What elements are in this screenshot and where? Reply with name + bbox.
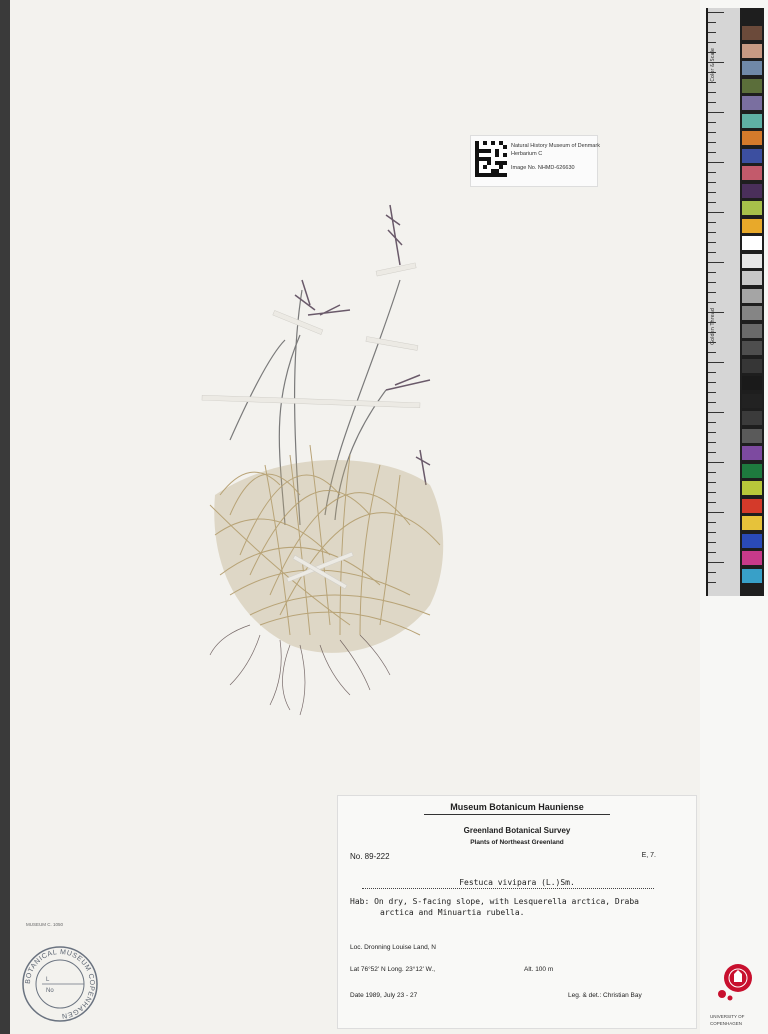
color-swatch bbox=[742, 359, 762, 373]
color-swatch bbox=[742, 534, 762, 548]
ruler-tick bbox=[708, 402, 716, 403]
coordinates: Lat 76°52' N Long. 23°12' W., bbox=[350, 966, 436, 973]
ruler-tick bbox=[708, 582, 716, 583]
botanical-museum-stamp-icon bbox=[20, 944, 100, 1024]
collector: Leg. & det.: Christian Bay bbox=[568, 992, 642, 999]
color-swatch bbox=[742, 219, 762, 233]
color-swatch bbox=[742, 271, 762, 285]
ruler-tick bbox=[708, 22, 716, 23]
ruler-tick bbox=[708, 282, 716, 283]
ruler-tick bbox=[708, 12, 724, 13]
ruler-tick bbox=[708, 452, 716, 453]
ruler-tick bbox=[708, 522, 716, 523]
ruler-tick bbox=[708, 492, 716, 493]
color-swatch bbox=[742, 61, 762, 75]
color-swatch bbox=[742, 429, 762, 443]
color-swatch bbox=[742, 411, 762, 425]
museum-title: Museum Botanicum Hauniense bbox=[450, 802, 584, 812]
color-swatch bbox=[742, 394, 762, 408]
ruler-tick bbox=[708, 252, 716, 253]
color-swatch bbox=[742, 44, 762, 58]
ruler-tick bbox=[708, 482, 716, 483]
ruler-tick bbox=[708, 382, 716, 383]
color-swatch bbox=[742, 516, 762, 530]
color-swatch bbox=[742, 324, 762, 338]
ruler-tick bbox=[708, 32, 716, 33]
ruler-tick bbox=[708, 272, 716, 273]
ruler-tick bbox=[708, 142, 716, 143]
ruler-tick bbox=[708, 532, 716, 533]
ruler-tick bbox=[708, 512, 724, 513]
ruler-tick bbox=[708, 112, 724, 113]
museum-mark: MUSEUM C. 1050 bbox=[26, 922, 64, 927]
ruler-scale bbox=[708, 8, 740, 596]
survey-title: Greenland Botanical Survey bbox=[463, 826, 571, 835]
color-swatch bbox=[742, 464, 762, 478]
color-swatch bbox=[742, 376, 762, 390]
color-swatch bbox=[742, 481, 762, 495]
color-swatch bbox=[742, 114, 762, 128]
color-swatch bbox=[742, 184, 762, 198]
ruler-tick bbox=[708, 542, 716, 543]
ruler-tick bbox=[708, 92, 716, 93]
color-swatch bbox=[742, 254, 762, 268]
color-swatch bbox=[742, 341, 762, 355]
locality: Loc. Dronning Louise Land, N bbox=[350, 944, 437, 951]
label-subtitle: Plants of Northeast Greenland bbox=[470, 839, 564, 846]
color-calibration-bar bbox=[706, 8, 764, 596]
ruler-tick bbox=[708, 262, 724, 263]
ruler-tick bbox=[708, 152, 716, 153]
ruler-tick bbox=[708, 42, 716, 43]
color-swatch bbox=[742, 289, 762, 303]
ruler-tick bbox=[708, 242, 716, 243]
ruler-tick bbox=[708, 302, 716, 303]
ruler-tick bbox=[708, 202, 716, 203]
color-swatch bbox=[742, 499, 762, 513]
stamp-field-no: No bbox=[46, 988, 54, 994]
stamp-text: BOTANICAL MUSEUM COPENHAGEN bbox=[24, 948, 96, 1020]
ruler-tick bbox=[708, 442, 716, 443]
region-code: E, 7. bbox=[641, 852, 656, 859]
ruler-tick bbox=[708, 122, 716, 123]
ruler-tick bbox=[708, 192, 716, 193]
ruler-tick bbox=[708, 222, 716, 223]
species-name: Festuca vivipara (L.)Sm. bbox=[459, 878, 575, 887]
ruler-tick bbox=[708, 422, 716, 423]
ruler-tick bbox=[708, 182, 716, 183]
color-swatch bbox=[742, 306, 762, 320]
ruler-tick bbox=[708, 552, 716, 553]
datamatrix-code-icon bbox=[475, 141, 507, 177]
stamp-field-l: L bbox=[46, 977, 50, 983]
collection-date: Date 1989, July 23 - 27 bbox=[350, 992, 418, 999]
title-rule bbox=[424, 814, 610, 815]
ruler-tick bbox=[708, 472, 716, 473]
bar-text-middle: Golden Thread bbox=[710, 308, 716, 345]
color-swatch bbox=[742, 551, 762, 565]
ruler-tick bbox=[708, 212, 724, 213]
ruler-tick bbox=[708, 372, 716, 373]
ruler-tick bbox=[708, 412, 724, 413]
color-swatch bbox=[742, 201, 762, 215]
ruler-tick bbox=[708, 102, 716, 103]
ruler-tick bbox=[708, 162, 724, 163]
barcode-label bbox=[470, 135, 598, 187]
ruler-tick bbox=[708, 362, 724, 363]
color-swatch bbox=[742, 131, 762, 145]
ruler-tick bbox=[708, 232, 716, 233]
color-swatch bbox=[742, 569, 762, 583]
habitat-line-2: arctica and Minuartia rubella. bbox=[380, 908, 525, 917]
color-swatch bbox=[742, 79, 762, 93]
barcode-line2: Herbarium C bbox=[511, 151, 543, 157]
color-swatch bbox=[742, 236, 762, 250]
habitat-text bbox=[350, 896, 639, 918]
ruler-tick bbox=[708, 82, 716, 83]
bar-text-top: Color & Scale bbox=[710, 48, 716, 82]
habitat-line-1: Hab: On dry, S-facing slope, with Lesquerella arctica, Draba bbox=[350, 897, 639, 906]
image-number: Image No. NHMD-626630 bbox=[511, 165, 575, 171]
color-swatch bbox=[742, 166, 762, 180]
ruler-tick bbox=[708, 432, 716, 433]
color-swatch bbox=[742, 446, 762, 460]
species-dotted-line bbox=[362, 888, 654, 889]
logo-text-2: COPENHAGEN bbox=[710, 1021, 743, 1026]
ruler-tick bbox=[708, 502, 716, 503]
ruler-tick bbox=[708, 292, 716, 293]
university-logo-icon bbox=[708, 958, 760, 1030]
ruler-tick bbox=[708, 172, 716, 173]
ruler-tick bbox=[708, 562, 724, 563]
ruler-tick bbox=[708, 352, 716, 353]
ruler-tick bbox=[708, 462, 724, 463]
ruler-tick bbox=[708, 572, 716, 573]
collection-label bbox=[337, 795, 697, 1029]
color-swatch bbox=[742, 96, 762, 110]
ruler-tick bbox=[708, 392, 716, 393]
color-swatch bbox=[742, 26, 762, 40]
ruler-tick bbox=[708, 132, 716, 133]
grass-specimen bbox=[190, 195, 470, 725]
altitude: Alt. 100 m bbox=[524, 966, 554, 973]
barcode-line1: Natural History Museum of Denmark bbox=[511, 143, 600, 149]
specimen-number: No. 89-222 bbox=[350, 852, 390, 861]
color-swatch bbox=[742, 149, 762, 163]
logo-text-1: UNIVERSITY OF bbox=[710, 1014, 745, 1019]
